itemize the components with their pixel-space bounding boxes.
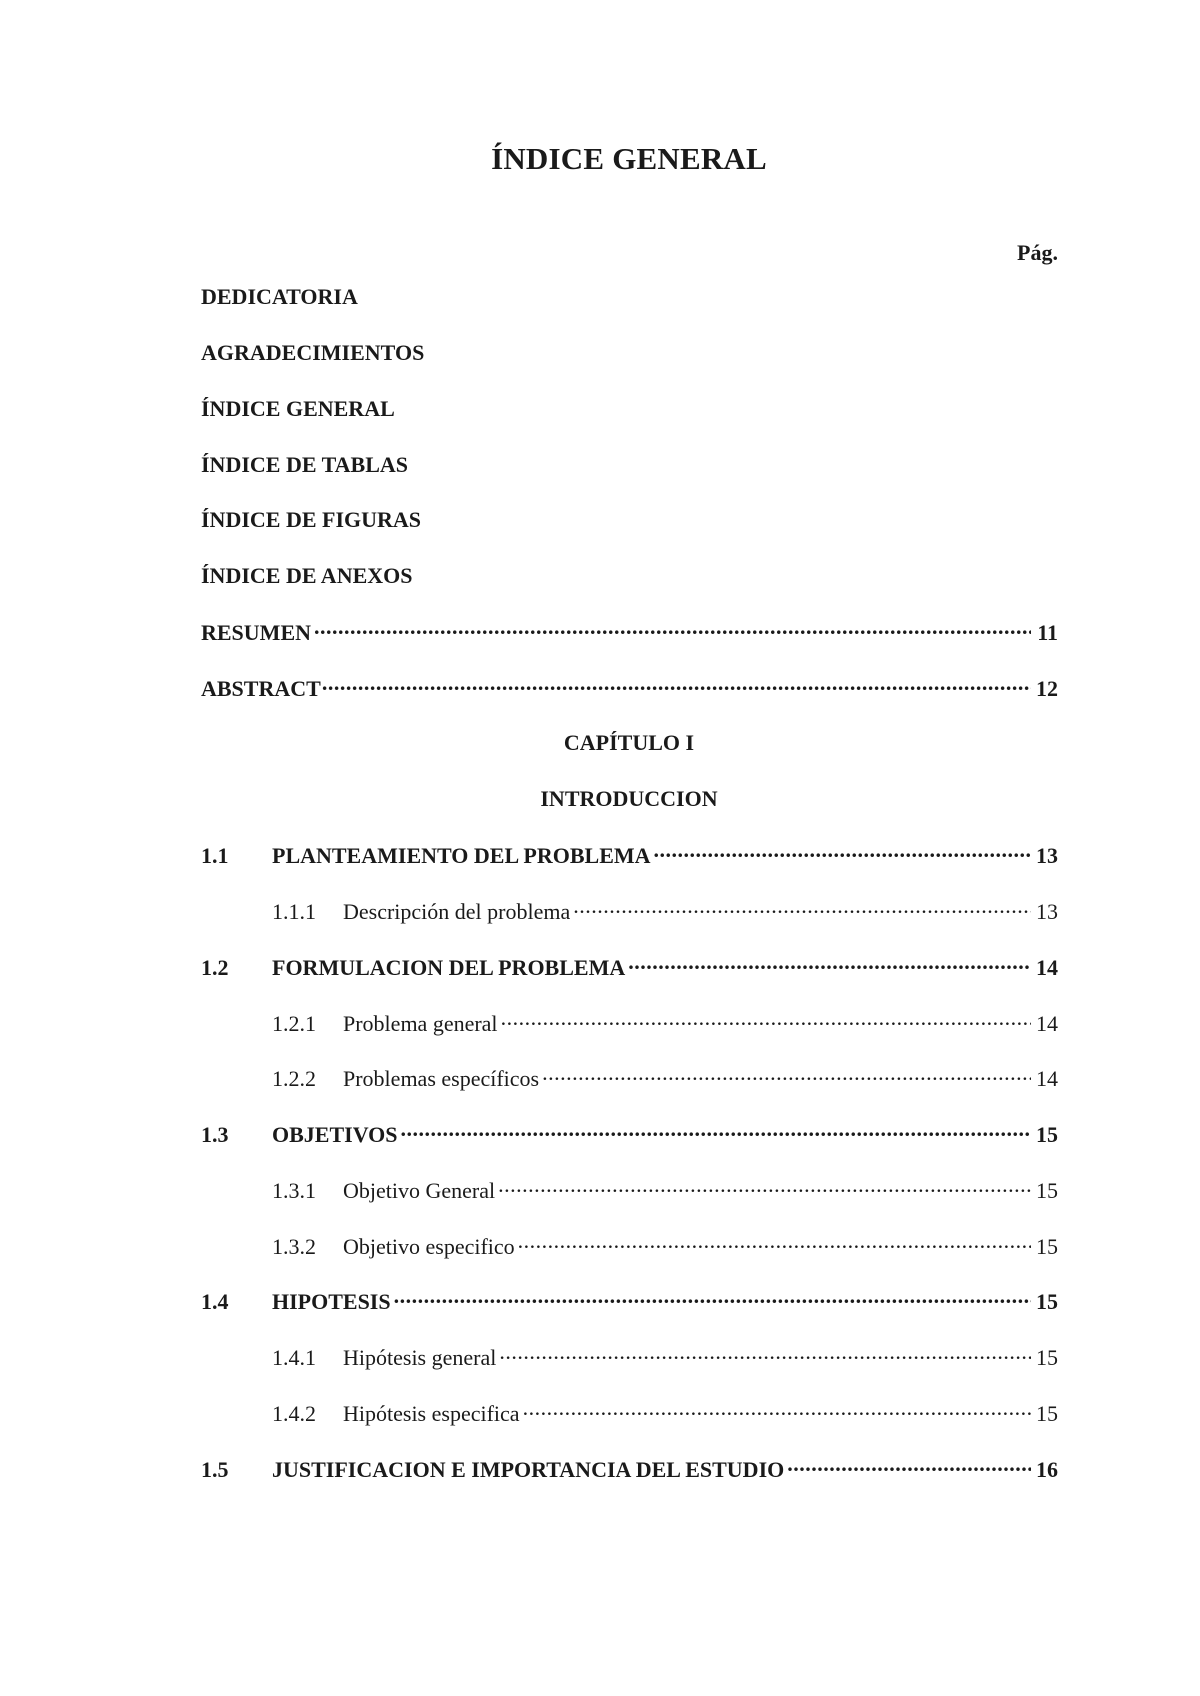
toc-page-number: 16 <box>1036 1457 1058 1482</box>
toc-entry-label: RESUMEN <box>201 620 312 645</box>
toc-section-1-4[interactable] <box>201 1287 1058 1315</box>
chapter-name: INTRODUCCION <box>540 786 718 811</box>
section-label: Hipótesis especifica <box>343 1401 520 1426</box>
section-label: Descripción del problema <box>343 899 571 924</box>
dot-leader <box>628 953 1031 975</box>
toc-entry-dedicatoria[interactable]: DEDICATORIA <box>201 284 358 309</box>
section-label: Hipótesis general <box>343 1345 497 1370</box>
dot-leader <box>322 674 1031 696</box>
toc-entry-agradecimientos[interactable]: AGRADECIMIENTOS <box>201 340 425 365</box>
dot-leader <box>499 1343 1031 1365</box>
toc-section-1-3[interactable] <box>201 1120 1058 1148</box>
toc-page-number: 15 <box>1036 1401 1058 1426</box>
toc-page-number: 13 <box>1036 843 1058 868</box>
section-label: Problemas específicos <box>343 1066 540 1091</box>
section-label: Problema general <box>343 1011 498 1036</box>
section-label: Objetivo General <box>343 1178 496 1203</box>
dot-leader <box>314 618 1031 640</box>
section-number: 1.5 <box>201 1457 229 1482</box>
section-number: 1.3.2 <box>272 1234 316 1259</box>
section-number: 1.3.1 <box>272 1178 316 1203</box>
dot-leader <box>787 1455 1031 1477</box>
toc-section-1-2[interactable] <box>201 953 1058 981</box>
dot-leader <box>498 1176 1031 1198</box>
page-column-header: Pág. <box>1017 240 1058 265</box>
toc-subsection-1-3-1[interactable] <box>201 1176 1058 1204</box>
section-number: 1.1 <box>201 843 229 868</box>
toc-entry-indice-anexos[interactable]: ÍNDICE DE ANEXOS <box>201 563 413 588</box>
toc-section-1-5[interactable] <box>201 1455 1058 1483</box>
dot-leader <box>401 1120 1032 1142</box>
toc-subsection-1-2-2[interactable] <box>201 1064 1058 1092</box>
dot-leader <box>501 1009 1031 1031</box>
toc-subsection-1-1-1[interactable] <box>201 897 1058 925</box>
toc-entry-resumen[interactable] <box>201 618 1058 646</box>
toc-page-number: 15 <box>1036 1345 1058 1370</box>
toc-section-1-1[interactable] <box>201 841 1058 869</box>
toc-entry-indice-tablas[interactable]: ÍNDICE DE TABLAS <box>201 452 409 477</box>
toc-page-number: 14 <box>1036 1011 1058 1036</box>
section-number: 1.4.1 <box>272 1345 316 1370</box>
toc-page-number: 12 <box>1036 676 1058 701</box>
section-label: PLANTEAMIENTO DEL PROBLEMA <box>272 843 651 868</box>
dot-leader <box>542 1064 1031 1086</box>
section-number: 1.1.1 <box>272 899 316 924</box>
toc-entry-indice-figuras[interactable]: ÍNDICE DE FIGURAS <box>201 507 422 532</box>
toc-subsection-1-4-2[interactable] <box>201 1399 1058 1427</box>
section-number: 1.2 <box>201 955 229 980</box>
toc-subsection-1-4-1[interactable] <box>201 1343 1058 1371</box>
section-label: JUSTIFICACION E IMPORTANCIA DEL ESTUDIO <box>272 1457 785 1482</box>
toc-page-number: 15 <box>1036 1289 1058 1314</box>
page-title: ÍNDICE GENERAL <box>491 141 767 176</box>
section-label: Objetivo especifico <box>343 1234 515 1259</box>
chapter-number: CAPÍTULO I <box>563 730 695 755</box>
section-label: HIPOTESIS <box>272 1289 391 1314</box>
section-number: 1.4.2 <box>272 1401 316 1426</box>
toc-entry-indice-general[interactable]: ÍNDICE GENERAL <box>201 396 395 421</box>
toc-page-number: 11 <box>1037 620 1058 645</box>
toc-page-number: 14 <box>1036 1066 1058 1091</box>
toc-page-number: 15 <box>1036 1234 1058 1259</box>
dot-leader <box>654 841 1031 863</box>
toc-page-number: 13 <box>1036 899 1058 924</box>
toc-entry-label: ABSTRACT <box>201 676 321 701</box>
section-label: FORMULACION DEL PROBLEMA <box>272 955 626 980</box>
dot-leader <box>394 1287 1031 1309</box>
dot-leader <box>523 1399 1031 1421</box>
section-number: 1.2.1 <box>272 1011 316 1036</box>
section-number: 1.4 <box>201 1289 229 1314</box>
section-number: 1.3 <box>201 1122 229 1147</box>
toc-subsection-1-3-2[interactable] <box>201 1232 1058 1260</box>
toc-page-number: 14 <box>1036 955 1058 980</box>
toc-subsection-1-2-1[interactable] <box>201 1009 1058 1037</box>
section-number: 1.2.2 <box>272 1066 316 1091</box>
toc-page-number: 15 <box>1036 1178 1058 1203</box>
dot-leader <box>518 1232 1031 1254</box>
section-label: OBJETIVOS <box>272 1122 398 1147</box>
toc-page-number: 15 <box>1036 1122 1058 1147</box>
dot-leader <box>573 897 1031 919</box>
toc-entry-abstract[interactable] <box>201 674 1058 702</box>
